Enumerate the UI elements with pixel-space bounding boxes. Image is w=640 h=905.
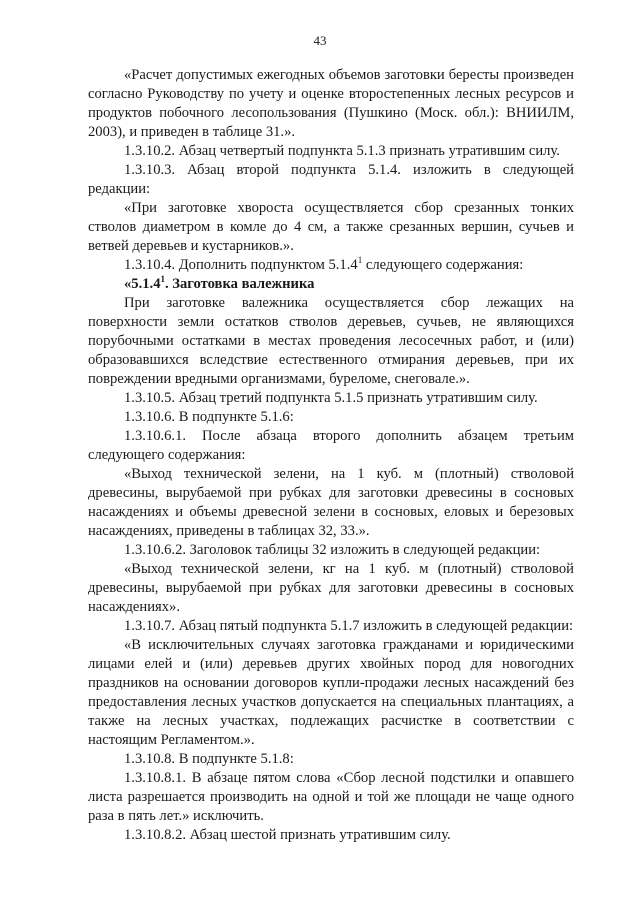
paragraph-1-3-10-6: 1.3.10.6. В подпункте 5.1.6: [124,409,294,425]
section-heading-title: . Заготовка валежника [164,276,315,292]
section-heading-number: «5.1.4 [124,276,161,292]
paragraph-1-3-10-8: 1.3.10.8. В подпункте 5.1.8: [124,751,294,767]
paragraph-1-3-10-2: 1.3.10.2. Абзац четвертый подпункта 5.1.3 признать утратившим силу. [124,143,560,159]
paragraph-quote-deadwood: При заготовке валежника осуществляется сбор лежащих на поверхности земли остатков стволов деревьев, сучьев, не являющихся порубочными остатками в местах проведения лесосечных работ, и (или) образовавшихся вследствие естественного отмирания деревьев, при их повреждении вредными организмами, буреломе, снеговале.». [88,295,574,387]
paragraph-quote-green-output: «Выход технической зелени, на 1 куб. м (плотный) стволовой древесины, вырубаемой при рубках для заготовки древесины в сосновых насаждениях и объемы древесной зелени в сосновых, еловых и березовых насаждениях, приведены в таблицах 32, 33.». [88,466,574,539]
paragraph-1-3-10-7: 1.3.10.7. Абзац пятый подпункта 5.1.7 изложить в следующей редакции: [124,618,574,634]
paragraph-1-3-10-8-1: 1.3.10.8.1. В абзаце пятом слова «Сбор лесной подстилки и опавшего листа разрешается производить на одной и той же площади не чаще одного раза в пять лет.» исключить. [88,770,574,824]
paragraph-quote-calculation: «Расчет допустимых ежегодных объемов заготовки бересты произведен согласно Руководству по учету и оценке второстепенных лесных ресурсов и продуктов побочного лесопользования (Пушкино (Моск. обл.): ВНИИЛМ, 2003), и приведен в таблице 31.». [88,67,574,140]
paragraph-quote-table-title: «Выход технической зелени, кг на 1 куб. м (плотный) стволовой древесины, вырубаемой при рубках для заготовки древесины в сосновых насаждениях». [88,561,574,615]
document-body [88,66,574,845]
paragraph-1-3-10-4 [88,256,574,275]
paragraph-1-3-10-6-1: 1.3.10.6.1. После абзаца второго дополнить абзацем третьим следующего содержания: [88,428,574,463]
paragraph-1-3-10-5: 1.3.10.5. Абзац третий подпункта 5.1.5 признать утратившим силу. [124,390,538,406]
page-number: 43 [313,33,327,48]
paragraph-1-3-10-4-tail: следующего содержания: [362,257,524,273]
superscript-marker: 1 [357,255,363,266]
paragraph-quote-exceptional: «В исключительных случаях заготовка гражданами и юридическими лицами елей и (или) деревьев других хвойных пород для новогодних праздников на основании договоров купли-продажи лесных насаждений без предоставления лесных участков допускается на специальных плантациях, а также на лесных участках, подлежащих расчистке в соответствии с настоящим Регламентом.». [88,637,574,748]
paragraph-1-3-10-8-2: 1.3.10.8.2. Абзац шестой признать утратившим силу. [124,827,451,843]
superscript-marker: 1 [160,274,165,285]
section-heading-5-1-4-1 [88,275,574,294]
paragraph-quote-brushwood: «При заготовке хвороста осуществляется сбор срезанных тонких стволов диаметром в комле до 4 см, а также срезанных вершин, сучьев и ветвей деревьев и кустарников.». [88,200,574,254]
paragraph-1-3-10-3: 1.3.10.3. Абзац второй подпункта 5.1.4. изложить в следующей редакции: [88,162,574,197]
paragraph-1-3-10-6-2: 1.3.10.6.2. Заголовок таблицы 32 изложить в следующей редакции: [124,542,541,558]
paragraph-1-3-10-4-text: 1.3.10.4. Дополнить подпунктом 5.1.4 [124,257,358,273]
